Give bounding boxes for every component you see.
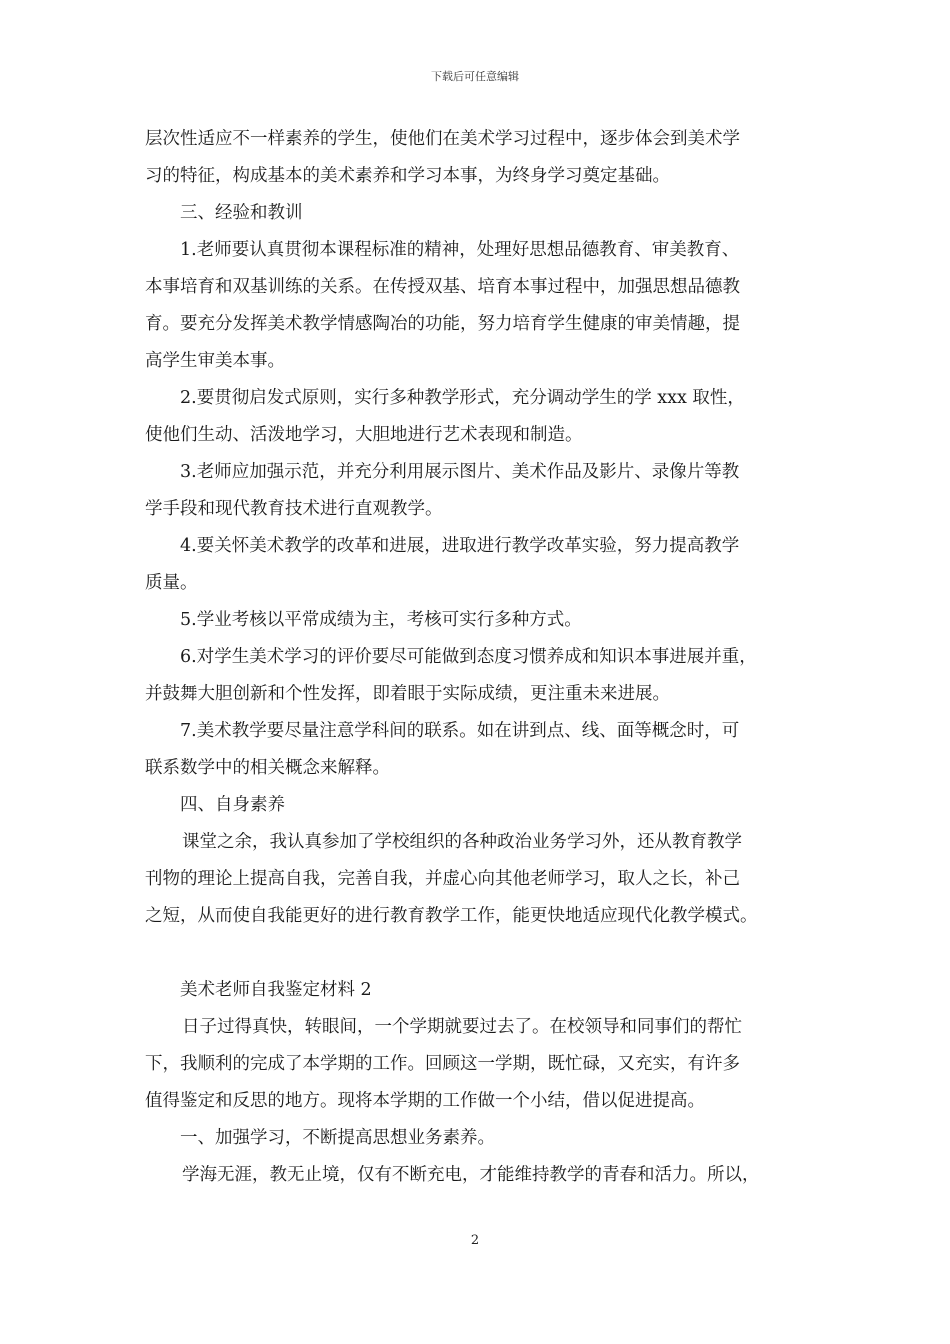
text-line: 4.要关怀美术教学的改革和进展，进取进行教学改革实验，努力提高教学 bbox=[180, 536, 740, 556]
text-line: 2.要贯彻启发式原则，实行多种教学形式，充分调动学生的学 xxx 取性， bbox=[180, 388, 745, 408]
text-line: 本事培育和双基训练的关系。在传授双基、培育本事过程中，加强思想品德教 bbox=[145, 277, 740, 297]
text-line: 质量。 bbox=[145, 573, 198, 593]
section-heading: 一、加强学习，不断提高思想业务素养。 bbox=[180, 1128, 495, 1148]
text-line: 联系数学中的相关概念来解释。 bbox=[145, 758, 390, 778]
text-line: 之短，从而使自我能更好的进行教育教学工作，能更快地适应现代化教学模式。 bbox=[145, 906, 758, 926]
text-line: 并鼓舞大胆创新和个性发挥，即着眼于实际成绩，更注重未来进展。 bbox=[145, 684, 670, 704]
text-line: 课堂之余，我认真参加了学校组织的各种政治业务学习外，还从教育教学 bbox=[182, 832, 742, 852]
text-line: 使他们生动、活泼地学习，大胆地进行艺术表现和制造。 bbox=[145, 425, 583, 445]
text-line: 下，我顺利的完成了本学期的工作。回顾这一学期，既忙碌，又充实，有许多 bbox=[145, 1054, 740, 1074]
section-heading: 四、自身素养 bbox=[180, 795, 285, 815]
document-title: 美术老师自我鉴定材料 2 bbox=[180, 980, 372, 1000]
text-line: 刊物的理论上提高自我，完善自我，并虚心向其他老师学习，取人之长，补己 bbox=[145, 869, 740, 889]
text-line: 层次性适应不一样素养的学生，使他们在美术学习过程中，逐步体会到美术学 bbox=[145, 129, 740, 149]
header-note: 下载后可任意编辑 bbox=[431, 70, 519, 83]
text-line: 7.美术教学要尽量注意学科间的联系。如在讲到点、线、面等概念时，可 bbox=[180, 721, 740, 741]
text-line: 1.老师要认真贯彻本课程标准的精神，处理好思想品德教育、审美教育、 bbox=[180, 240, 740, 260]
text-line: 学海无涯，教无止境，仅有不断充电，才能维持教学的青春和活力。所以， bbox=[182, 1165, 760, 1185]
text-line: 5.学业考核以平常成绩为主，考核可实行多种方式。 bbox=[180, 610, 582, 630]
text-line: 值得鉴定和反思的地方。现将本学期的工作做一个小结，借以促进提高。 bbox=[145, 1091, 705, 1111]
text-line: 高学生审美本事。 bbox=[145, 351, 285, 371]
document-body bbox=[145, 121, 825, 1194]
text-line: 3.老师应加强示范，并充分利用展示图片、美术作品及影片、录像片等教 bbox=[180, 462, 740, 482]
text-line: 学手段和现代教育技术进行直观教学。 bbox=[145, 499, 443, 519]
page-number: 2 bbox=[470, 1233, 480, 1248]
text-line: 日子过得真快，转眼间，一个学期就要过去了。在校领导和同事们的帮忙 bbox=[182, 1017, 742, 1037]
text-line: 习的特征，构成基本的美术素养和学习本事，为终身学习奠定基础。 bbox=[145, 166, 670, 186]
section-heading: 三、经验和教训 bbox=[180, 203, 303, 223]
blank-line bbox=[145, 935, 825, 972]
text-line: 育。要充分发挥美术教学情感陶冶的功能，努力培育学生健康的审美情趣，提 bbox=[145, 314, 740, 334]
text-line: 6.对学生美术学习的评价要尽可能做到态度习惯养成和知识本事进展并重， bbox=[180, 647, 757, 667]
